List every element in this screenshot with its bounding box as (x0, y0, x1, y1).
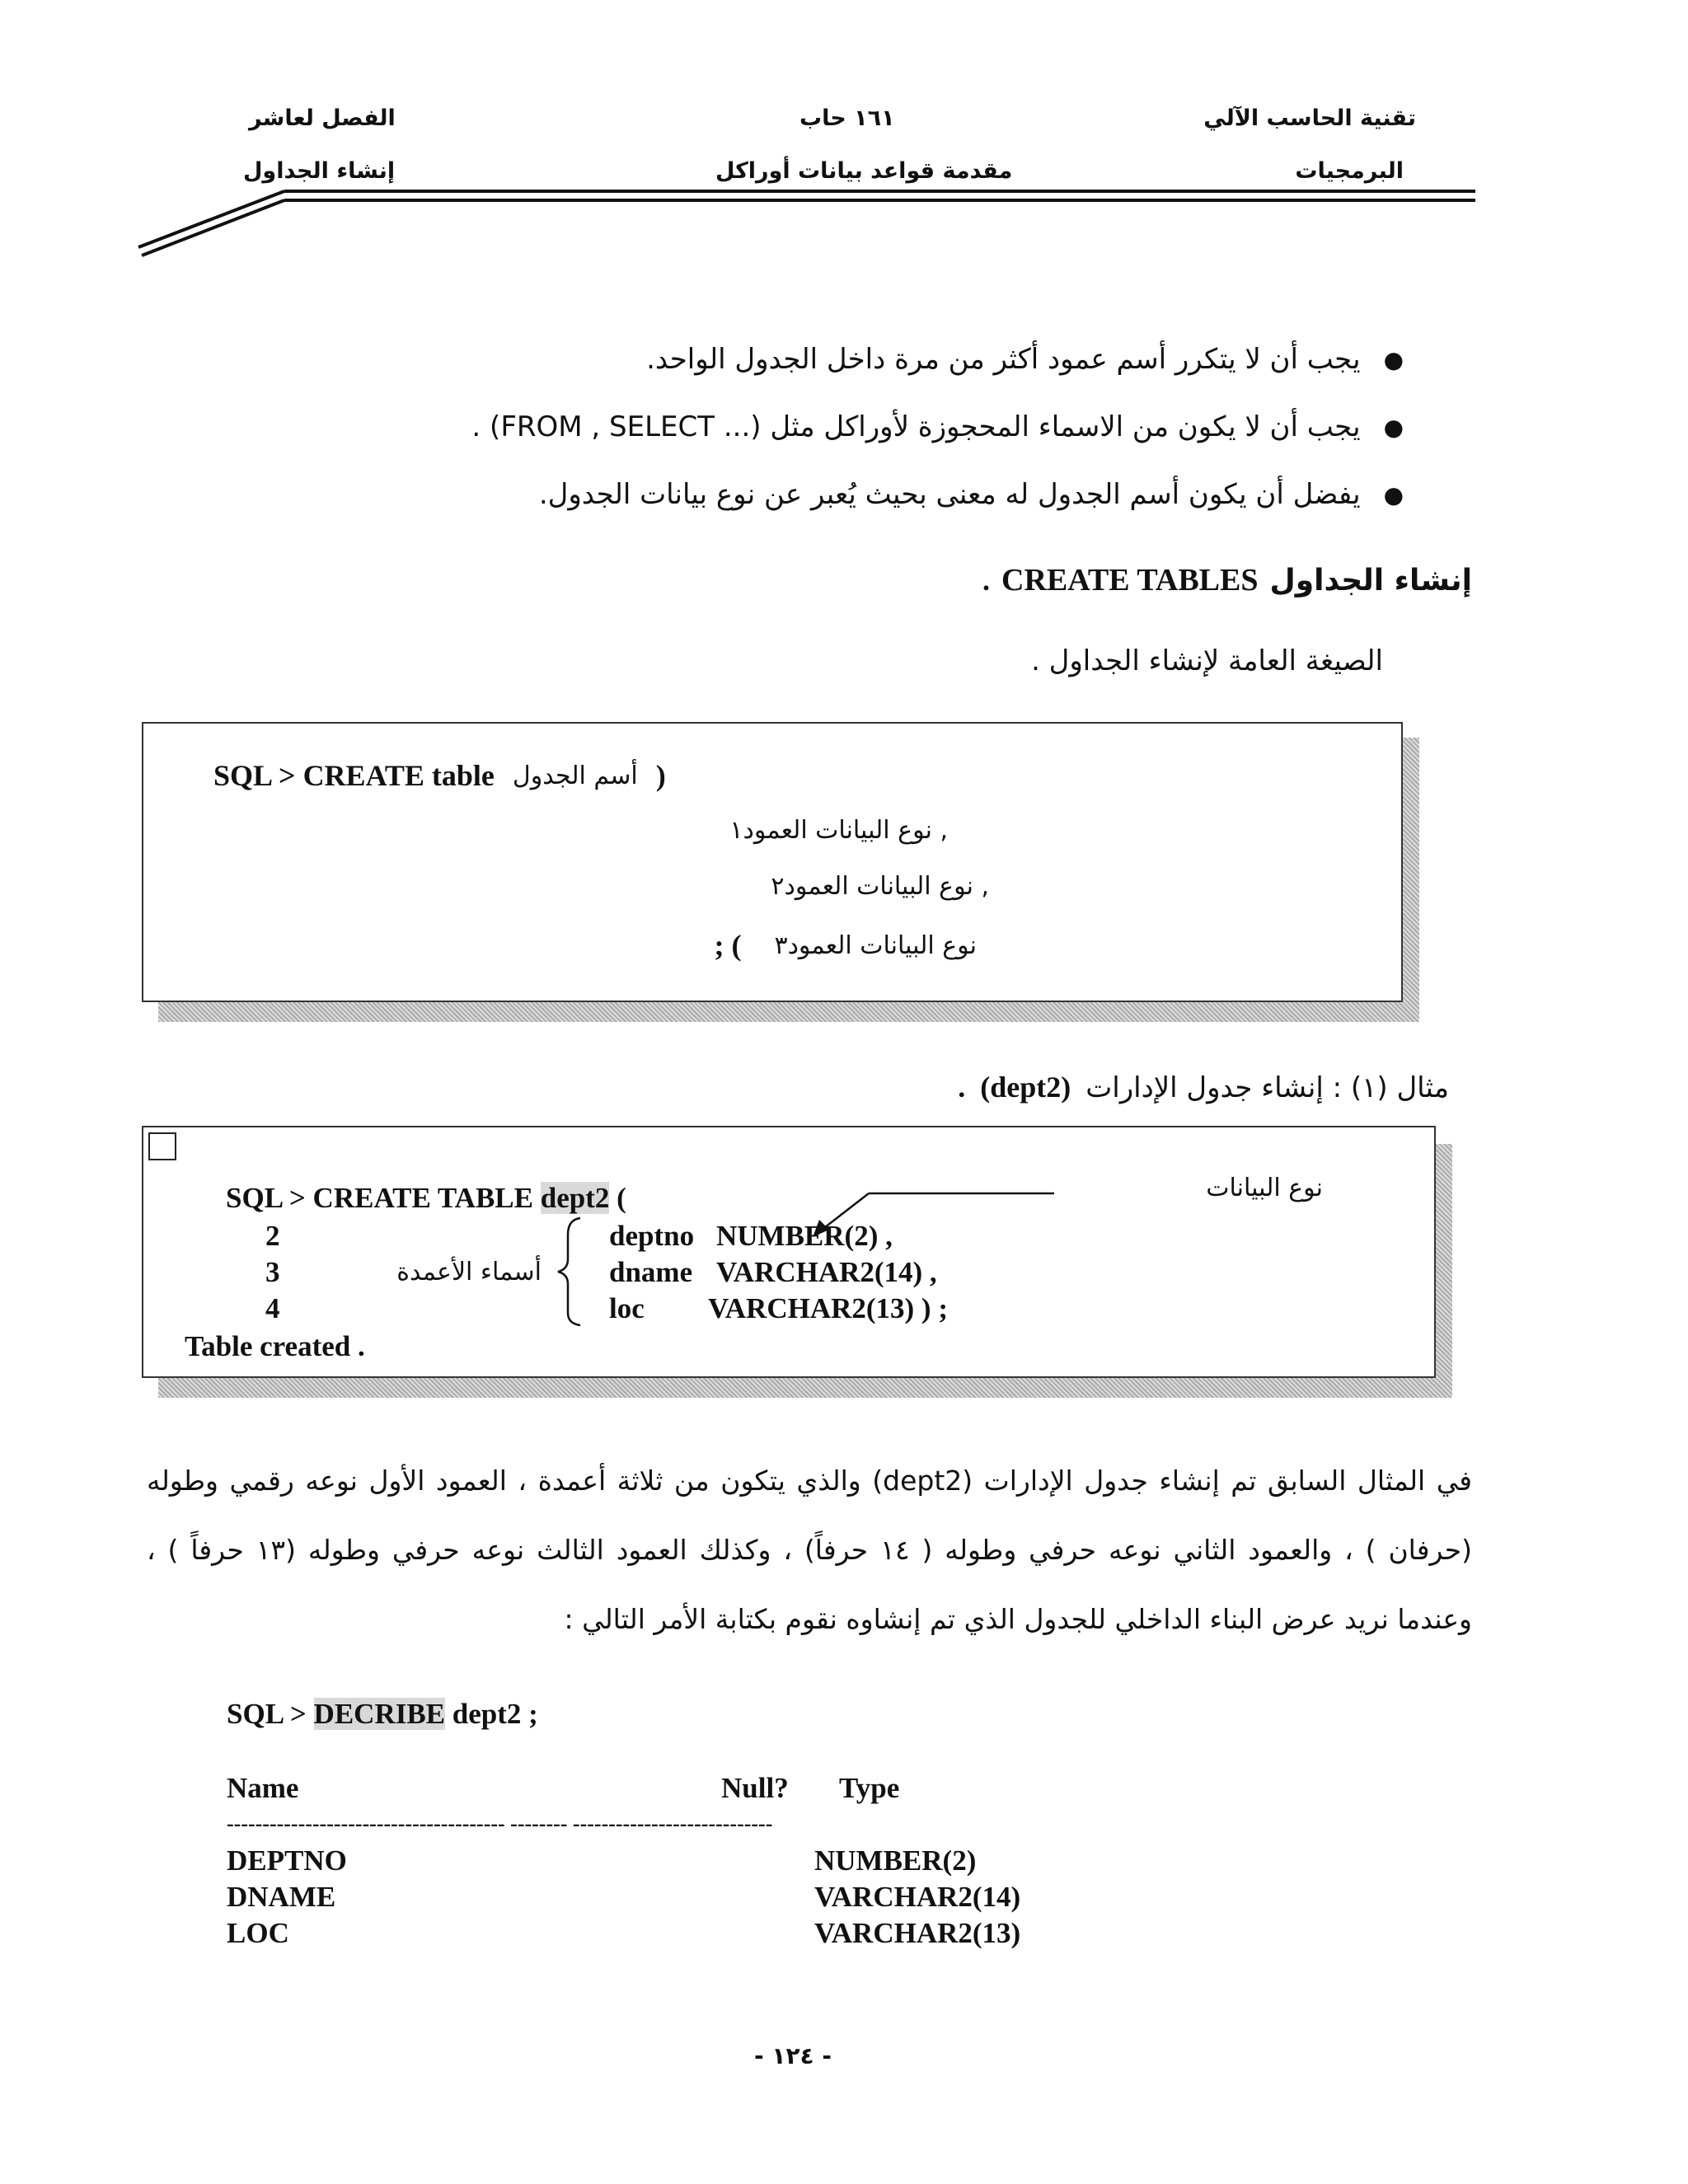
column-def-row: loc VARCHAR2(13) ) ; (609, 1292, 948, 1324)
header-rule (0, 0, 1688, 272)
header-unit: البرمجيات (1295, 158, 1404, 184)
line-numbers: 2 3 4 (265, 1220, 280, 1324)
bullet-item: ● يفضل أن يكون أسم الجدول له معنى بحيث يُعبر عن نوع بيانات الجدول. (538, 478, 1404, 511)
describe-row-name: DEPTNO (227, 1844, 347, 1877)
column-def-row: deptno NUMBER(2) , (609, 1220, 893, 1252)
rules-list (250, 326, 1404, 528)
syntax-box (142, 722, 1403, 1002)
bullet-icon: ● (1383, 480, 1404, 509)
describe-row-type: NUMBER(2) (814, 1844, 977, 1877)
describe-header-type: Type (839, 1772, 900, 1804)
bullet-icon: ● (1383, 413, 1404, 441)
page-number: - ١٢٤ - (754, 2042, 832, 2069)
column-def-row: dname VARCHAR2(14) , (609, 1256, 937, 1288)
describe-keyword-highlight: DECRIBE (313, 1698, 446, 1730)
create-table-line: SQL > CREATE TABLE dept2 ( (226, 1182, 626, 1214)
example-title: مثال (١) : إنشاء جدول الإدارات (dept2) . (958, 1071, 1449, 1104)
syntax-line-4: نوع البيانات العمود٣ ; ( (714, 929, 977, 962)
header-chapter-title: إنشاء الجداول (243, 158, 396, 184)
describe-header-name: Name (227, 1772, 299, 1804)
syntax-line-1: SQL > CREATE table أسم الجدول ) (213, 759, 666, 792)
section-title: إنشاء الجداول CREATE TABLES . (982, 563, 1472, 598)
describe-row-name: DNAME (227, 1881, 336, 1913)
header-code: ١٦١ حاب (799, 105, 895, 131)
syntax-line-3: , نوع البيانات العمود٢ (771, 872, 989, 901)
describe-types (814, 1843, 1020, 1952)
header-chapter: الفصل لعاشر (249, 105, 396, 131)
bullet-item: ● يجب أن لا يتكرر أسم عمود أكثر من مرة داخل الجدول الواحد. (646, 343, 1404, 376)
syntax-line-2: , نوع البيانات العمود١ (729, 816, 948, 845)
describe-row-name: LOC (227, 1917, 289, 1949)
datatype-annotation: نوع البيانات (1206, 1174, 1323, 1202)
describe-row-type: VARCHAR2(14) (814, 1881, 1021, 1913)
table-name-highlight: dept2 (540, 1182, 610, 1214)
header-subject: تقنية الحاسب الآلي (1203, 105, 1416, 131)
describe-command: SQL > DECRIBE dept2 ; (227, 1698, 538, 1730)
describe-header-null: Null? (721, 1772, 789, 1804)
describe-separator: --------------------------------------- -------- ---------------------------- (227, 1811, 773, 1835)
describe-names (227, 1843, 347, 1952)
describe-row-type: VARCHAR2(13) (814, 1917, 1021, 1949)
column-definitions (609, 1218, 948, 1327)
section-subtitle: الصيغة العامة لإنشاء الجداول . (1031, 644, 1383, 677)
example-box (142, 1126, 1436, 1378)
table-created-message: Table created . (185, 1330, 365, 1362)
header-course: مقدمة قواعد بيانات أوراكل (715, 158, 1013, 184)
bullet-item: ● يجب أن لا يكون من الاسماء المحجوزة لأوراكل مثل (... FROM , SELECT) . (471, 410, 1404, 443)
bullet-icon: ● (1383, 345, 1404, 373)
columns-annotation: أسماء الأعمدة (396, 1258, 542, 1286)
explanation-paragraph: في المثال السابق تم إنشاء جدول الإدارات (dept2) والذي يتكون من ثلاثة أعمدة ، العمود الأول نوعه رقمي وطوله (حرفان ) ، والعمود الثاني نوعه حرفي وطوله ( ١٤ حرفاً) ، وكذلك العمود الثالث نوعه حرفي وطوله (١٣ حرفاً ) ، وعندما نريد عرض البناء الداخلي للجدول الذي تم إنشاوه نقوم بكتابة الأمر التالي : (147, 1465, 1472, 1635)
